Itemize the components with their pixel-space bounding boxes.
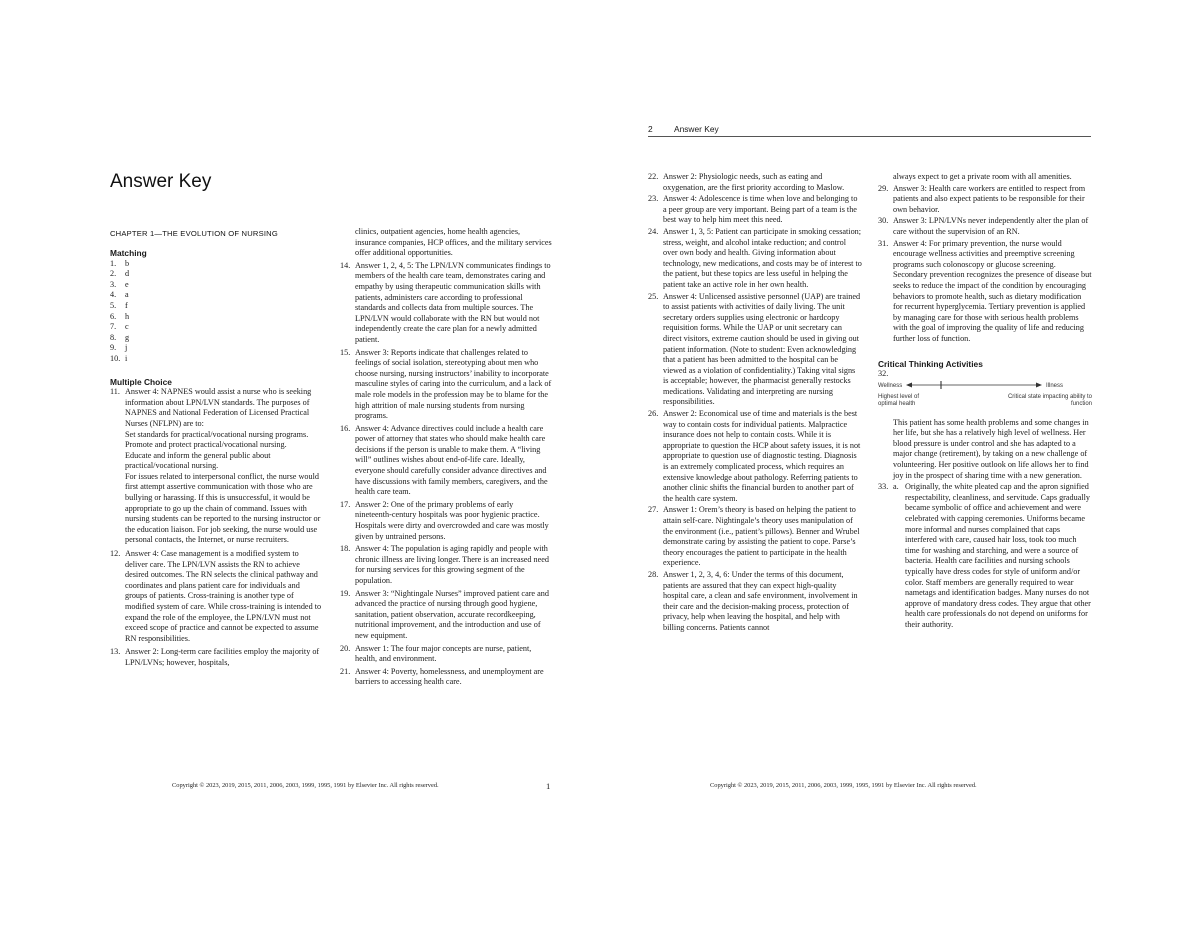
- multiple-choice-heading: Multiple Choice: [110, 376, 172, 387]
- answer-item-25: 25. Answer 4: Unlicensed assistive personnel (UAP) are trained to assist patients with activities of daily living. The unit secretary orders supplies using electronic or hardcopy requisition forms. While the UAP or unit secretary can direct visitors, extreme caution should be used in giving out patient information. (Note to student: Even acknowledging that a patient has been admitted to the hospital can be viewed as a violation of confidentiality.) Taking vital signs is acceptable; however, the pharmacist generally restocks medications. Validating and interpreting are nursing responsibilities.: [648, 291, 861, 407]
- list-item: 7. c: [110, 322, 129, 332]
- answer-item-16: 16. Answer 4: Advance directives could include a health care power of attorney that states who should make health care decisions if the person is unable to make them. A “living will” outlines wishes about end-of-life care. Ideally, everyone should carefully consider advance directives and have discussions with family members, caregivers, and the health care team.: [340, 423, 548, 497]
- answer-item-21: 21. Answer 4: Poverty, homelessness, and unemployment are barriers to accessing health care.: [340, 666, 544, 687]
- scale-right-end: Illness: [1046, 382, 1064, 389]
- list-item: 9. j: [110, 343, 128, 353]
- answer-point: For issues related to interpersonal conflict, the nurse would first attempt assertive communication with those who are bullying or harassing. If this is unsuccessful, it would be appropriate to go up the chain of command. Issues with nursing students can be reported to the nursing instructor or the education liaison. For job seeking, the nurse would use personal contacts, the Internet, or nurse recruiters.: [125, 471, 321, 545]
- matching-list: [110, 259, 322, 365]
- right-page-column-1: [648, 172, 862, 634]
- scale-left-end: Wellness: [878, 382, 903, 389]
- answer-item-28: 28. Answer 1, 2, 3, 4, 6: Under the terms of this document, patients are assured that they can expect high-quality hospital care, a clean and safe environment, involvement in their care and the decision-making process, protection of privacy, help when leaving the hospital, and help with billing concerns. Patients cannot: [648, 569, 858, 632]
- list-item: 6. h: [110, 311, 130, 321]
- right-page: [600, 0, 1200, 927]
- copyright-footer: Copyright © 2023, 2019, 2015, 2011, 2006, 2003, 1999, 1995, 1991 by Elsevier Inc. All rights reserved.: [172, 782, 439, 789]
- left-page-column-2: [340, 227, 552, 688]
- answer-point: Set standards for practical/vocational nursing programs.: [125, 429, 309, 439]
- list-item: 1. b: [110, 258, 130, 268]
- answer-item-11: 11. Answer 4: NAPNES would assist a nurse who is seeking information about LPN/LVN standards. The purposes of NAPNES and National Federation of Licensed Practical Nurses (NFLPN) are to: Set standards for practical/vocational nursing programs. Promote and protect practical/vocational nursing. Educate and inform the general public about practical/vocational nursing. For issues related to interpersonal conflict, the nurse would first attempt assertive communication with those who are bullying or harassing. If this is unsuccessful, it would be appropriate to go up the chain of command. Issues with nursing students can be reported to the nursing instructor or the education liaison. For job seeking, the nurse would use personal contacts, the Internet, or nurse recruiters.: [110, 387, 321, 545]
- answer-item-31: 31. Answer 4: For primary prevention, the nurse would encourage wellness activities and preemptive screening programs such colonoscopy or glucose screening. Secondary prevention recognizes the presence of disease but seeks to reduce the impact of the condition by encouraging behaviors to promote health, such as dietary modification for recurrent hyperglycemia. Tertiary prevention is applied by managing care for those with serious health problems with the goal of improving the quality of life and reducing further loss of function.: [878, 238, 1092, 343]
- left-page-column-1: [110, 248, 322, 669]
- answer-point: Promote and protect practical/vocational nursing.: [125, 440, 287, 450]
- page-number: 1: [546, 781, 551, 791]
- list-item: 2. d: [110, 269, 130, 279]
- answer-item-23: 23. Answer 4: Adolescence is time when love and belonging to a peer group are very important. Being part of a team is the best way to help him meet this need.: [648, 194, 858, 225]
- answer-item-27: 27. Answer 1: Orem’s theory is based on helping the patient to attain self-care. Nightingale’s theory uses manipulation of the environment (i.e., patient’s pillows). Benner and Wrubel demonstrate caring by assisting the patient to cope. Parse’s theory encourages the patient to participate in the health experience.: [648, 505, 860, 568]
- running-head-title: Answer Key: [674, 124, 719, 134]
- matching-heading: Matching: [110, 248, 147, 258]
- answer-item-17: 17. Answer 2: One of the primary problems of early nineteenth-century hospitals was poor hygienic practice. Hospitals were dirty and overcrowded and care was mostly given by untrained persons.: [340, 499, 549, 541]
- answer-point: Educate and inform the general public about practical/vocational nursing.: [125, 450, 271, 471]
- list-item: 3. e: [110, 279, 129, 289]
- running-head: [648, 124, 1091, 137]
- answer-item-19: 19. Answer 3: “Nightingale Nurses” improved patient care and advanced the practice of nursing through good hygiene, sanitation, patient observation, accurate recordkeeping, nutritional improvement, and the introduction and use of new equipment.: [340, 588, 549, 640]
- answer-item-32: This patient has some health problems and some changes in her life, but she has a relatively high level of wellness. Her blood pressure is under control and she has adapted to a major change (retirement), by taking on a new challenge of volunteering. Her positive outlook on life allows her to find joy in the prospect of sharing time with a new generation.: [893, 417, 1089, 480]
- answer-item-14: 14. Answer 1, 2, 4, 5: The LPN/LVN communicates findings to members of the health care team, demonstrates caring and empathy by using therapeutic communication skills with patients, administers care according to professional standards and collects data from multiple sources. The LPN/LVN would collaborate with the RN but would not independently create the care plan for a newly admitted patient.: [340, 260, 551, 344]
- wellness-illness-scale: [878, 380, 1092, 416]
- chapter-heading: CHAPTER 1—THE EVOLUTION OF NURSING: [110, 229, 278, 238]
- copyright-footer: Copyright © 2023, 2019, 2015, 2011, 2006, 2003, 1999, 1995, 1991 by Elsevier Inc. All rights reserved.: [710, 782, 977, 789]
- answer-item-32-number: 32.: [878, 369, 889, 379]
- scale-right-label: Critical state impacting ability to function: [1007, 393, 1092, 407]
- answer-item-24: 24. Answer 1, 3, 5: Patient can participate in smoking cessation; stress, weight, and alcohol intake reduction; and control over own body and health. Giving information about technology, new medications, and costs may be of interest to the patient, but these topics are less useful in helping the patient take an active role in her own health.: [648, 226, 862, 289]
- scale-arrow-right: [1036, 382, 1042, 387]
- answer-continuation: clinics, outpatient agencies, home health agencies, insurance companies, HCP offices, and the military services offer additional opportunities.: [355, 227, 552, 258]
- answer-continuation: always expect to get a private room with all amenities.: [893, 172, 1072, 181]
- list-item: 5. f: [110, 300, 128, 310]
- right-page-column-2: [878, 172, 1092, 631]
- answer-item-18: 18. Answer 4: The population is aging rapidly and people with chronic illness are living longer. There is an increased need for nursing services for this growing segment of the population.: [340, 544, 550, 585]
- list-item: 8. g: [110, 332, 130, 342]
- critical-thinking-heading: Critical Thinking Activities: [878, 358, 983, 369]
- answer-item-26: 26. Answer 2: Economical use of time and materials is the best way to contain costs for individual patients. Malpractice insurance does not help to contain costs. While it is appropriate to question the HCP about safety issues, it is not appropriate to question use of diagnostic testing. Diagnosis is an extremely complicated process, which requires an extensive knowledge about pathology. Referring patients to another clinic shifts the financial burden to another part of the health care system.: [648, 409, 861, 503]
- answer-item-13: 13. Answer 2: Long-term care facilities employ the majority of LPN/LVNs; however, hospitals,: [110, 647, 320, 667]
- answer-item-29: 29. Answer 3: Health care workers are entitled to respect from patients and also expect patients to be responsible for their own behavior.: [878, 183, 1086, 214]
- list-item: 4. a: [110, 290, 129, 300]
- answer-item-33: 33. a. Originally, the white pleated cap and the apron signified respectability, cleanliness, and servitude. Caps gradually became symbolic of office and achievement and were celebrated with capping ceremonies. Uniforms became more informal and nurses complained that caps interfered with care, caused hair loss, took too much time for washing and starching, and were a source of bacteria. Health care facilities and nursing schools typically have dress codes for style of uniform and/or color. Staff members are generally required to wear nametags and identification badges. Many nurses do not approve of mandatory dress codes. They argue that other health care professionals do not depend on uniforms for their authority.: [878, 482, 1091, 629]
- answer-item-30: 30. Answer 3: LPN/LVNs never independently alter the plan of care without the supervision of an RN.: [878, 216, 1089, 236]
- scale-arrow-left: [906, 382, 912, 387]
- answer-item-22: 22. Answer 2: Physiologic needs, such as eating and oxygenation, are the first priority according to Maslow.: [648, 172, 845, 192]
- answer-item-15: 15. Answer 3: Reports indicate that challenges related to feelings of social isolation, stereotyping about men who choose nursing, nursing instructors’ inability to incorporate masculine styles of caring into the curriculum, and a lack of male role models in the profession may be to blame for the high attrition of male nursing students from nursing programs.: [340, 347, 552, 421]
- list-item: 10. i: [110, 353, 128, 363]
- running-head-page-number: 2: [648, 124, 653, 134]
- answer-item-12: 12. Answer 4: Case management is a modified system to deliver care. The LPN/LVN assists the RN to achieve desired outcomes. The RN selects the clinical pathway and coordinates and plans patient care for individuals and groups of patients. Cross-training is another type of modified system of care. While cross-training is intended to expand the role of the employee, the LPN/LVN must not exceed scope of practice and cannot be expected to assume RN responsibilities.: [110, 549, 322, 643]
- scale-left-label: Highest level of optimal health: [878, 393, 920, 407]
- page-title: Answer Key: [110, 171, 212, 192]
- answer-item-20: 20. Answer 1: The four major concepts are nurse, patient, health, and environment.: [340, 643, 532, 664]
